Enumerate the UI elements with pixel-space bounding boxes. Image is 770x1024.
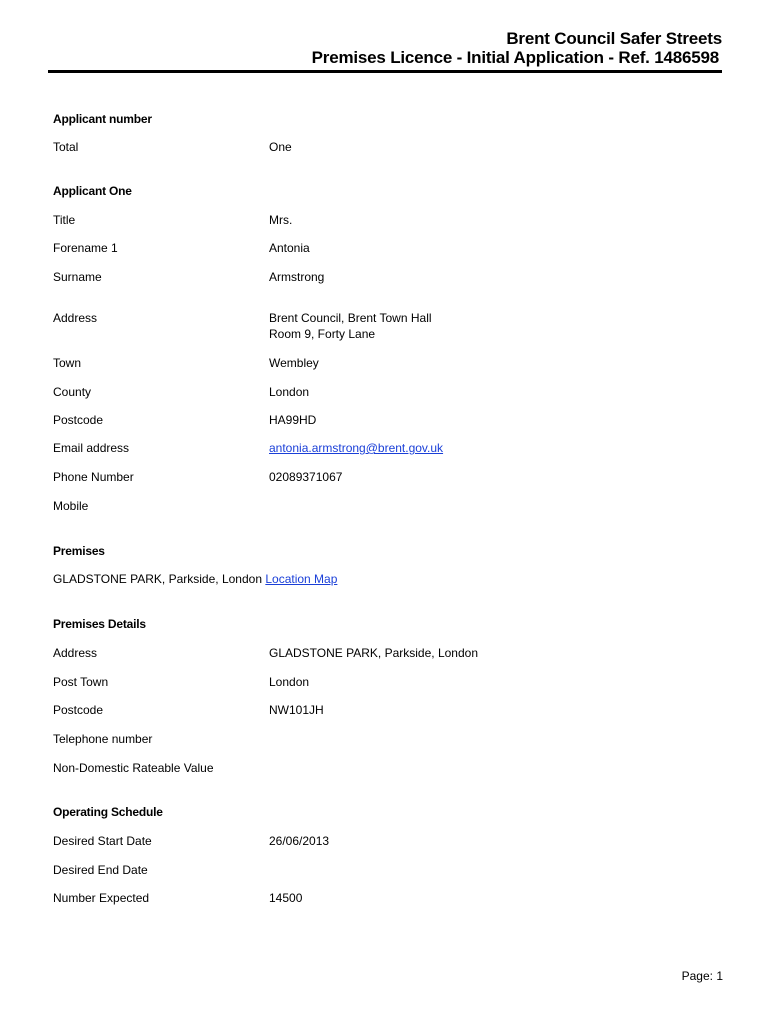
rateable-value-label: Non-Domestic Rateable Value <box>53 761 214 775</box>
page-number: Page: 1 <box>681 969 723 983</box>
surname-label: Surname <box>53 270 102 284</box>
section-operating-schedule: Operating Schedule <box>53 805 163 819</box>
section-premises-details: Premises Details <box>53 617 146 631</box>
premises-address-label: Address <box>53 646 98 660</box>
town-value: Wembley <box>269 356 319 370</box>
postcode-value: HA99HD <box>269 413 317 427</box>
location-map-link[interactable]: Location Map <box>265 572 338 586</box>
premises-postcode-value: NW101JH <box>269 703 324 717</box>
email-label: Email address <box>53 441 130 455</box>
title-label: Title <box>53 213 76 227</box>
number-expected-label: Number Expected <box>53 891 150 905</box>
phone-label: Phone Number <box>53 470 134 484</box>
phone-value: 02089371067 <box>269 470 343 484</box>
county-label: County <box>53 385 92 399</box>
telephone-label: Telephone number <box>53 732 153 746</box>
forename-label: Forename 1 <box>53 241 118 255</box>
number-expected-value: 14500 <box>269 891 303 905</box>
post-town-value: London <box>269 675 310 689</box>
address-line-1: Brent Council, Brent Town Hall <box>269 311 432 325</box>
surname-value: Armstrong <box>269 270 325 284</box>
county-value: London <box>269 385 310 399</box>
application-title: Premises Licence - Initial Application - Ref. 1486598 <box>311 48 719 67</box>
title-value: Mrs. <box>269 213 293 227</box>
email-link[interactable]: antonia.armstrong@brent.gov.uk <box>269 441 444 455</box>
address-value <box>269 310 432 342</box>
post-town-label: Post Town <box>53 675 109 689</box>
premises-text: GLADSTONE PARK, Parkside, London <box>53 572 262 586</box>
address-line-2: Room 9, Forty Lane <box>269 327 376 341</box>
address-label: Address <box>53 311 98 325</box>
premises-postcode-label: Postcode <box>53 703 104 717</box>
premises-line <box>53 572 337 586</box>
section-premises: Premises <box>53 544 105 558</box>
town-label: Town <box>53 356 82 370</box>
section-applicant-number: Applicant number <box>53 112 152 126</box>
start-date-label: Desired Start Date <box>53 834 152 848</box>
start-date-value: 26/06/2013 <box>269 834 330 848</box>
total-label: Total <box>53 140 79 154</box>
postcode-label: Postcode <box>53 413 104 427</box>
end-date-label: Desired End Date <box>53 863 148 877</box>
total-value: One <box>269 140 292 154</box>
section-applicant-one: Applicant One <box>53 184 132 198</box>
forename-value: Antonia <box>269 241 310 255</box>
document-header <box>48 28 722 73</box>
premises-address-value: GLADSTONE PARK, Parkside, London <box>269 646 478 660</box>
mobile-label: Mobile <box>53 499 89 513</box>
council-title: Brent Council Safer Streets <box>506 29 722 48</box>
